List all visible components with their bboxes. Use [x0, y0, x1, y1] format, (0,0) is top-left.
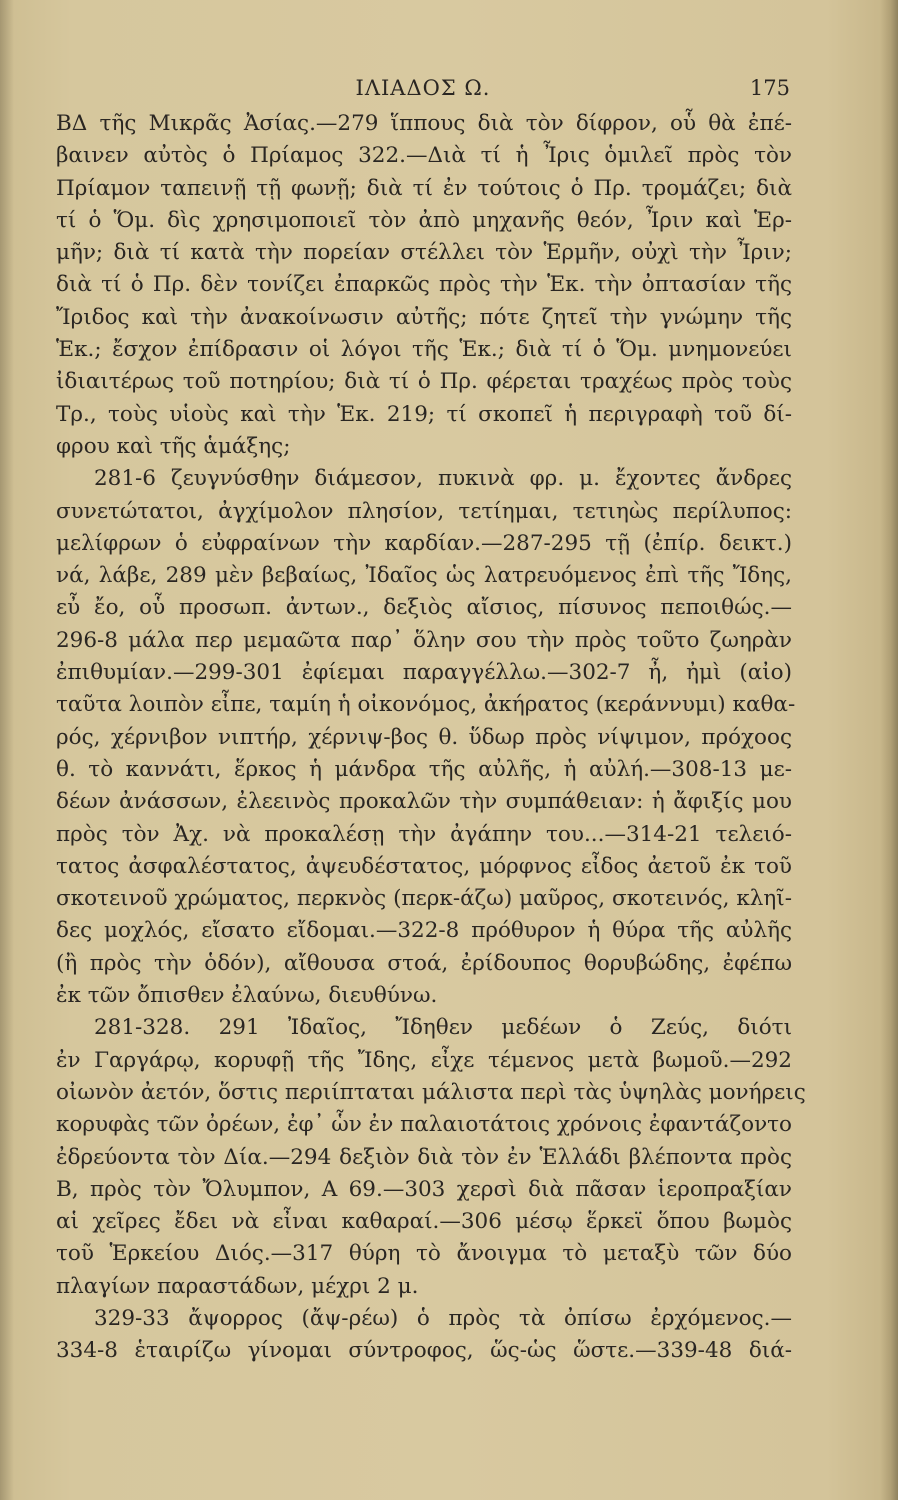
text-line: 329-33 ἄψορρος (ἄψ-ρέω) ὁ πρὸς τὰ ὀπίσω ἐρχόμενος.—	[94, 1305, 792, 1331]
text-line: ἐπιθυμίαν.—299-301 ἐφίεμαι παραγγέλλω.—302-7 ἦ, ἠμὶ (αἰο)	[56, 660, 792, 686]
text-line: εὖ ἔο, οὗ προσωπ. ἀντων., δεξιὸς αἴσιος, πίσυνος πεποιθώς.—	[56, 595, 792, 621]
text-line: τοῦ Ἑρκείου Διός.—317 θύρη τὸ ἄνοιγμα τὸ μεταξὺ τῶν δύο	[56, 1241, 792, 1267]
text-line: ΒΔ τῆς Μικρᾶς Ἀσίας.—279 ἵππους διὰ τὸν δίφρον, οὗ θὰ ἐπέ-	[56, 111, 792, 136]
text-line: Ἴριδος καὶ τὴν ἀνακοίνωσιν αὐτῆς; πότε ζητεῖ τὴν γνώμην τῆς	[56, 304, 792, 330]
text-line: 296-8 μάλα περ μεμαῶτα παρ᾽ ὅλην σου τὴν πρὸς τοῦτο ζωηρὰν	[56, 627, 792, 653]
text-line: διὰ τί ὁ Πρ. δὲν τονίζει ἐπαρκῶς πρὸς τὴν Ἑκ. τὴν ὀπτασίαν τῆς	[56, 272, 792, 298]
text-line: πλαγίων παραστάδων, μέχρι 2 μ.	[56, 1273, 419, 1299]
text-line: τί ὁ Ὅμ. δὶς χρησιμοποιεῖ τὸν ἀπὸ μηχανῆς θεόν, Ἶριν καὶ Ἑρ-	[56, 207, 792, 233]
text-line: 281-6 ζευγνύσθην διάμεσον, πυκινὰ φρ. μ. ἔχοντες ἄνδρες	[94, 466, 792, 492]
text-line: δες μοχλός, εἴσατο εἴδομαι.—322-8 πρόθυρον ἡ θύρα τῆς αὐλῆς	[56, 918, 792, 944]
text-line: ἐδρεύοντα τὸν Δία.—294 δεξιὸν διὰ τὸν ἐν Ἑλλάδι βλέποντα πρὸς	[56, 1144, 792, 1170]
text-line: 334-8 ἑταιρίζω γίνομαι σύντροφος, ὥς-ὡς ὥστε.—339-48 διά-	[56, 1338, 792, 1364]
running-title: ΙΛΙΑΔΟΣ Ω.	[355, 76, 491, 100]
text-line: νά, λάβε, 289 μὲν βεβαίως, Ἰδαῖος ὡς λατρευόμενος ἐπὶ τῆς Ἴδης,	[56, 563, 792, 589]
text-line: μελίφρων ὁ εὐφραίνων τὴν καρδίαν.—287-295 τῇ (ἐπίρ. δεικτ.)	[56, 530, 792, 556]
text-line: πρὸς τὸν Ἀχ. νὰ προκαλέσῃ τὴν ἀγάπην του...—314-21 τελειό-	[56, 821, 792, 847]
text-line: ἐν Γαργάρῳ, κορυφῇ τῆς Ἴδης, εἶχε τέμενος μετὰ βωμοῦ.—292	[56, 1047, 792, 1073]
text-line: τατος ἀσφαλέστατος, ἀψευδέστατος, μόρφνος εἶδος ἀετοῦ ἐκ τοῦ	[56, 853, 792, 879]
text-line: οἰωνὸν ἀετόν, ὅστις περιίπταται μάλιστα περὶ τὰς ὑψηλὰς μονήρεις	[56, 1079, 806, 1105]
text-line: Ἑκ.; ἔσχον ἐπίδρασιν οἱ λόγοι τῆς Ἑκ.; διὰ τί ὁ Ὅμ. μνημονεύει	[56, 337, 792, 363]
commentary-text	[56, 108, 806, 1368]
text-line: (ἢ πρὸς τὴν ὁδόν), αἴθουσα στοά, ἐρίδουπος θορυβώδης, ἐφέπω	[56, 950, 792, 976]
text-line: φρου καὶ τῆς ἁμάξης;	[56, 433, 291, 459]
text-line: 281-328. 291 Ἰδαῖος, Ἴδηθεν μεδέων ὁ Ζεύς, διότι	[94, 1015, 792, 1041]
text-line: δέων ἀνάσσων, ἐλεεινὸς προκαλῶν τὴν συμπάθειαν: ἡ ἄφιξίς μου	[56, 789, 792, 815]
text-line: ταῦτα λοιπὸν εἶπε, ταμίη ἡ οἰκονόμος, ἀκήρατος (κεράννυμι) καθα-	[56, 692, 796, 718]
text-line: Πρίαμον ταπεινῇ τῇ φωνῇ; διὰ τί ἐν τούτοις ὁ Πρ. τρομάζει; διὰ	[56, 175, 792, 201]
page-left-shadow	[0, 0, 14, 1500]
text-line: σκοτεινοῦ χρώματος, περκνὸς (περκ-άζω) μαῦρος, σκοτεινός, κληῖ-	[56, 886, 792, 912]
running-head	[56, 70, 790, 106]
page-number: 175	[749, 76, 790, 100]
text-line: θ. τὸ καννάτι, ἕρκος ἡ μάνδρα τῆς αὐλῆς, ἡ αὐλή.—308-13 με-	[56, 756, 792, 782]
text-line: ἐκ τῶν ὄπισθεν ἐλαύνω, διευθύνω.	[56, 983, 438, 1009]
text-line: κορυφὰς τῶν ὀρέων, ἐφ᾽ ὧν ἐν παλαιοτάτοις χρόνοις ἐφαντάζοντο	[56, 1112, 792, 1138]
text-line: συνετώτατοι, ἀγχίμολον πλησίον, τετίημαι, τετιηὼς περίλυπος:	[56, 498, 792, 524]
page-right-shadow	[880, 0, 898, 1500]
text-line: μῆν; διὰ τί κατὰ τὴν πορείαν στέλλει τὸν Ἑρμῆν, οὐχὶ τὴν Ἶριν;	[56, 240, 792, 266]
text-line: βαινεν αὐτὸς ὁ Πρίαμος 322.—Διὰ τί ἡ Ἶρις ὁμιλεῖ πρὸς τὸν	[56, 143, 792, 169]
text-line: Τρ., τοὺς υἱοὺς καὶ τὴν Ἑκ. 219; τί σκοπεῖ ἡ περιγραφὴ τοῦ δί-	[56, 401, 792, 427]
text-line: Β, πρὸς τὸν Ὄλυμπον, Α 69.—303 χερσὶ διὰ πᾶσαν ἱεροπραξίαν	[56, 1176, 792, 1202]
text-line: αἱ χεῖρες ἔδει νὰ εἶναι καθαραί.—306 μέσῳ ἕρκεϊ ὅπου βωμὸς	[56, 1209, 792, 1235]
text-line: ἰδιαιτέρως τοῦ ποτηρίου; διὰ τί ὁ Πρ. φέρεται τραχέως πρὸς τοὺς	[56, 369, 792, 395]
text-line: ρός, χέρνιβον νιπτήρ, χέρνιψ-βος θ. ὕδωρ πρὸς νίψιμον, πρόχοος	[56, 724, 792, 750]
